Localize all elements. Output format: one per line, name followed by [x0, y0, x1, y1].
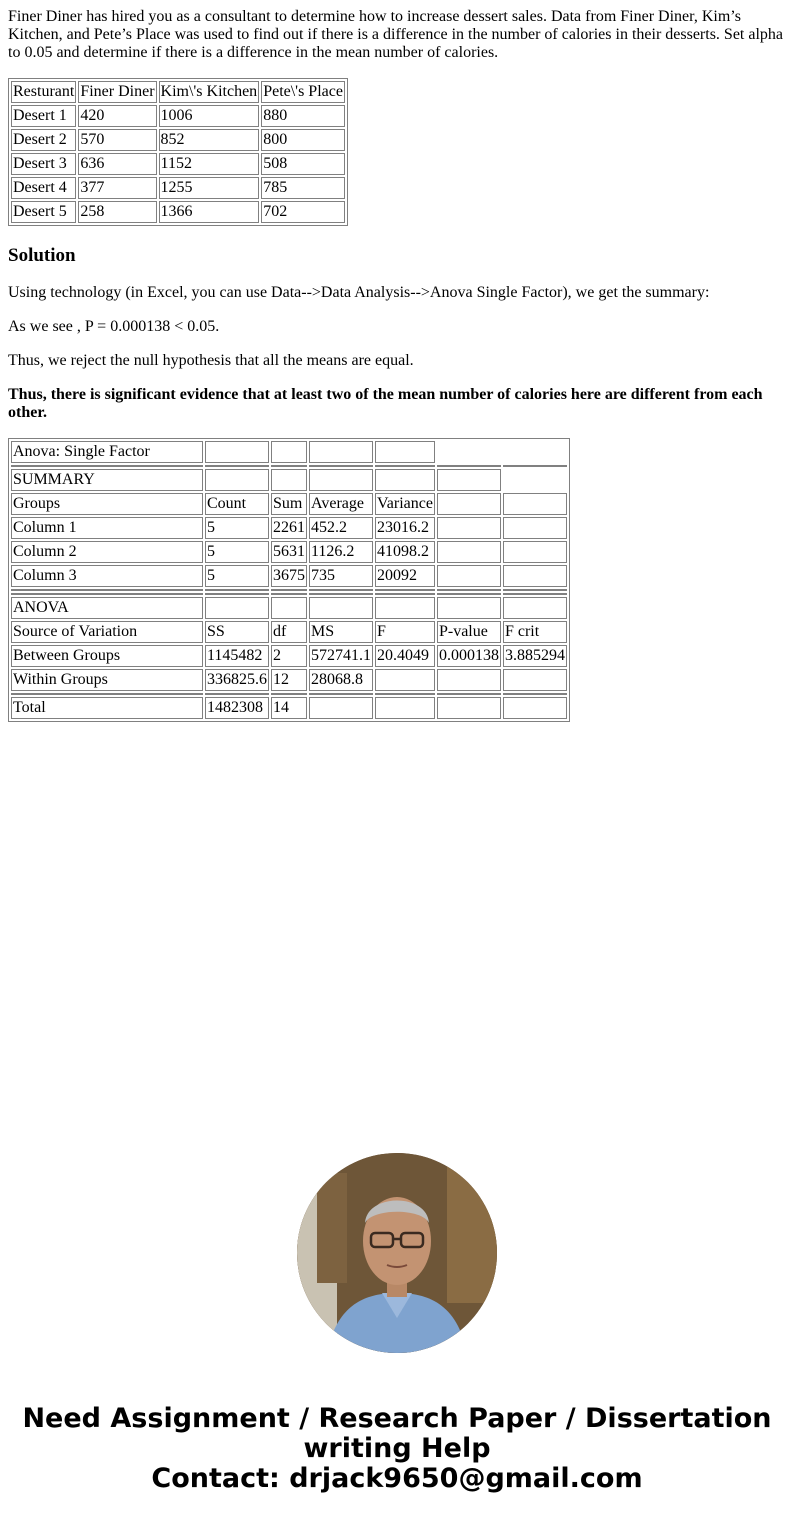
header-cell: SS [205, 621, 269, 643]
paragraph-technology: Using technology (in Excel, you can use Data-->Data Analysis-->Anova Single Factor), we get the summary: [8, 284, 710, 301]
table-cell: 377 [78, 177, 156, 199]
table-row [11, 177, 345, 199]
empty-cell [205, 441, 269, 463]
header-cell: Kim\'s Kitchen [159, 81, 260, 103]
summary-label-row [11, 469, 567, 491]
table-row [11, 517, 567, 539]
table-cell: 14 [271, 697, 307, 719]
empty-cell [437, 597, 501, 619]
header-cell: Pete\'s Place [261, 81, 345, 103]
summary-header-row [11, 493, 567, 515]
table-header-row [11, 81, 345, 103]
anova-table [8, 438, 570, 722]
header-cell: Source of Variation [11, 621, 203, 643]
table-cell: 880 [261, 105, 345, 127]
table-cell: Column 1 [11, 517, 203, 539]
empty-cell [271, 597, 307, 619]
table-cell: 2261 [271, 517, 307, 539]
table-cell: 23016.2 [375, 517, 435, 539]
table-cell [309, 697, 373, 719]
paragraph-p-value: As we see , P = 0.000138 < 0.05. [8, 318, 220, 335]
paragraph-conclusion: Thus, there is significant evidence that at least two of the mean number of calories here are different from each other. [8, 386, 763, 421]
table-row [11, 153, 345, 175]
header-cell: Average [309, 493, 373, 515]
table-cell: Desert 3 [11, 153, 76, 175]
table-row [11, 565, 567, 587]
empty-cell [271, 469, 307, 491]
solution-heading: Solution [8, 245, 76, 266]
table-cell [437, 697, 501, 719]
separator-row [11, 589, 567, 591]
table-cell: Desert 2 [11, 129, 76, 151]
table-row [11, 129, 345, 151]
empty-cell [309, 597, 373, 619]
empty-cell [437, 441, 501, 463]
table-cell: 41098.2 [375, 541, 435, 563]
table-cell: 1152 [159, 153, 260, 175]
table-cell: 3.885294 [503, 645, 567, 667]
table-cell: 2 [271, 645, 307, 667]
table-cell [375, 697, 435, 719]
table-cell: 1006 [159, 105, 260, 127]
table-row [11, 669, 567, 691]
table-cell: 1126.2 [309, 541, 373, 563]
empty-cell [503, 441, 567, 463]
header-cell: F [375, 621, 435, 643]
header-cell: Sum [271, 493, 307, 515]
table-cell: 1366 [159, 201, 260, 223]
anova-label-row [11, 597, 567, 619]
table-cell: Column 3 [11, 565, 203, 587]
calories-data-table [8, 78, 348, 226]
header-cell: Finer Diner [78, 81, 156, 103]
table-cell: 28068.8 [309, 669, 373, 691]
table-cell: 636 [78, 153, 156, 175]
header-cell: F crit [503, 621, 567, 643]
table-cell: 20.4049 [375, 645, 435, 667]
table-cell: 0.000138 [437, 645, 501, 667]
table-cell: 3675 [271, 565, 307, 587]
author-avatar [297, 1153, 497, 1353]
table-cell: Column 2 [11, 541, 203, 563]
table-cell: 852 [159, 129, 260, 151]
table-cell: 1482308 [205, 697, 269, 719]
table-cell: 5 [205, 565, 269, 587]
table-cell: 336825.6 [205, 669, 269, 691]
total-row [11, 697, 567, 719]
separator-row [11, 593, 567, 595]
table-cell: 800 [261, 129, 345, 151]
footer-line-2: writing Help [303, 1433, 491, 1464]
separator-row [11, 465, 567, 467]
table-cell: 452.2 [309, 517, 373, 539]
header-cell: Groups [11, 493, 203, 515]
table-row [11, 105, 345, 127]
empty-cell [437, 517, 501, 539]
footer-line-1: Need Assignment / Research Paper / Dissertation [22, 1403, 772, 1434]
problem-statement: Finer Diner has hired you as a consultant to determine how to increase dessert sales. Data from Finer Diner, Kim’s Kitchen, and Pete’s Place was used to find out if there is a difference in the number of calories in their desserts. Set alpha to 0.05 and determine if there is a difference in the mean number of calories. [8, 8, 784, 61]
empty-cell [437, 541, 501, 563]
table-cell: 785 [261, 177, 345, 199]
empty-cell [503, 493, 567, 515]
empty-cell [437, 469, 501, 491]
empty-cell [309, 469, 373, 491]
empty-cell [375, 441, 435, 463]
header-cell: df [271, 621, 307, 643]
table-cell: Total [11, 697, 203, 719]
header-cell: Variance [375, 493, 435, 515]
table-cell: Within Groups [11, 669, 203, 691]
empty-cell [309, 441, 373, 463]
summary-label: SUMMARY [11, 469, 203, 491]
header-cell: P-value [437, 621, 501, 643]
table-cell: Desert 1 [11, 105, 76, 127]
empty-cell [503, 597, 567, 619]
table-cell: 1255 [159, 177, 260, 199]
empty-cell [503, 517, 567, 539]
table-cell: 258 [78, 201, 156, 223]
empty-cell [503, 565, 567, 587]
header-cell: Count [205, 493, 269, 515]
table-cell: 1145482 [205, 645, 269, 667]
avatar-portrait-image [297, 1153, 497, 1353]
table-cell: 570 [78, 129, 156, 151]
table-cell: Desert 5 [11, 201, 76, 223]
empty-cell [503, 469, 567, 491]
anova-label: ANOVA [11, 597, 203, 619]
table-cell [503, 697, 567, 719]
table-cell [375, 669, 435, 691]
footer-contact: Contact: drjack9650@gmail.com [151, 1463, 643, 1494]
table-cell: 5 [205, 517, 269, 539]
empty-cell [205, 469, 269, 491]
header-cell: MS [309, 621, 373, 643]
empty-cell [375, 597, 435, 619]
paragraph-reject: Thus, we reject the null hypothesis that all the means are equal. [8, 352, 414, 369]
table-cell: Between Groups [11, 645, 203, 667]
table-cell: 735 [309, 565, 373, 587]
table-row [11, 645, 567, 667]
table-cell: 20092 [375, 565, 435, 587]
table-cell: 5631 [271, 541, 307, 563]
empty-cell [375, 469, 435, 491]
header-cell: Resturant [11, 81, 76, 103]
table-cell [503, 669, 567, 691]
table-row [11, 201, 345, 223]
footer-banner [0, 1404, 794, 1494]
anova-title-row [11, 441, 567, 463]
document-body [8, 8, 786, 722]
table-cell: Desert 4 [11, 177, 76, 199]
empty-cell [271, 441, 307, 463]
table-cell: 508 [261, 153, 345, 175]
empty-cell [205, 597, 269, 619]
table-cell: 702 [261, 201, 345, 223]
empty-cell [437, 565, 501, 587]
table-cell: 572741.1 [309, 645, 373, 667]
table-row [11, 541, 567, 563]
anova-header-row [11, 621, 567, 643]
separator-row [11, 693, 567, 695]
table-cell: 420 [78, 105, 156, 127]
anova-title: Anova: Single Factor [11, 441, 203, 463]
table-cell [437, 669, 501, 691]
empty-cell [437, 493, 501, 515]
table-cell: 5 [205, 541, 269, 563]
empty-cell [503, 541, 567, 563]
table-cell: 12 [271, 669, 307, 691]
